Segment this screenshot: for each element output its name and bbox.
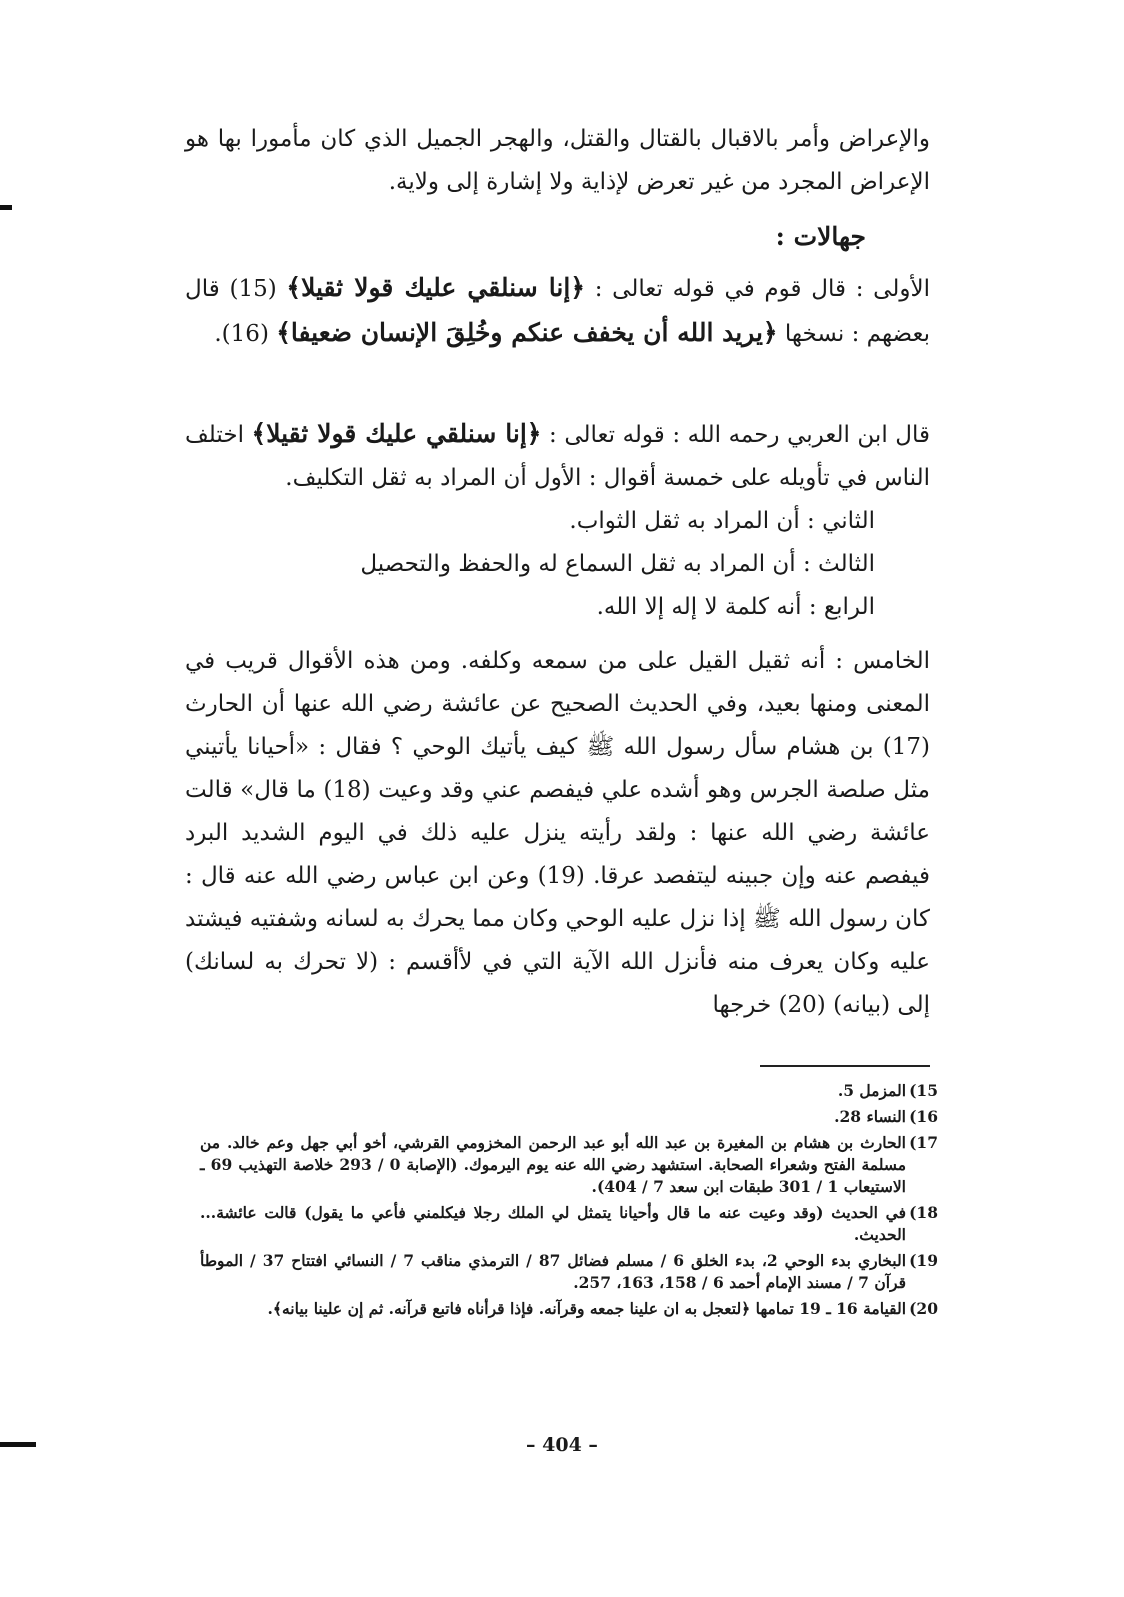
ibn-arabi-text <box>185 412 930 500</box>
ibn-arabi-lead: قال ابن العربي رحمه الله : قوله تعالى : <box>541 422 930 448</box>
intro-paragraph <box>185 118 930 204</box>
footnote-text: في الحديث (وقد وعيت عنه ما قال وأحيانا يتمثل لي الملك رجلا فيكلمني فأعي ما يقول) قالت عائشة... الحديث. <box>200 1203 906 1244</box>
footnote-number: 17) <box>909 1133 938 1152</box>
quran-verse-2: ﴿يريد الله أن يخفف عنكم وخُلِقَ الإنسان ضعيفا﴾ <box>276 318 778 347</box>
fifth-text: الخامس : أنه ثقيل القيل على من سمعه وكلفه. ومن هذه الأقوال قريب في المعنى ومنها بعيد، وفي الحديث الصحيح عن عائشة رضي الله عنها أن الحارث (17) بن هشام سأل رسول الله ﷺ كيف يأتيك الوحي ؟ فقال : «أحيانا يأتيني مثل صلصة الجرس وهو أشده علي فيفصم عني وقد وعيت (18) ما قال» قالت عائشة رضي الله عنها : ولقد رأيته ينزل عليه ذلك في اليوم الشديد البرد فيفصم عنه وإن جبينه ليتفصد عرقا. (19) وعن ابن عباس رضي الله عنه قال : كان رسول الله ﷺ إذا نزل عليه الوحي وكان مما يحرك به لسانه وشفتيه فيشتد عليه وكان يعرف منه فأنزل الله الآية التي في لأأقسم : (لا تحرك به لسانك) إلى (بيانه) (20) خرجها <box>185 648 930 1018</box>
section-heading: جهالات : <box>775 222 866 251</box>
first-ignorance-text <box>185 266 930 356</box>
footnote-text: الحارث بن هشام بن المغيرة بن عبد الله أبو عبد الرحمن المخزومي القرشي، أخو أبي جهل وعم خالد. من مسلمة الفتح وشعراء الصحابة. استشهد رضي الله عنه يوم اليرموك. (الإصابة 0 / 293 خلاصة التهذيب 69 ـ الاستيعاب 1 / 301 طبقات ابن سعد 7 / 404). <box>200 1133 906 1196</box>
intro-text: والإعراض وأمر بالاقبال بالقتال والقتل، والهجر الجميل الذي كان مأمورا بها هو الإعراض المجرد من غير تعرض لإذاية ولا إشارة إلى ولاية. <box>185 126 930 195</box>
first-ignorance-paragraph <box>185 266 930 356</box>
footnote-item <box>200 1080 938 1102</box>
quran-verse-3: ﴿إنا سنلقي عليك قولا ثقيلا﴾ <box>251 419 542 448</box>
quran-verse: ﴿إنا سنلقي عليك قولا ثقيلا﴾ <box>286 273 585 302</box>
footnote-number: 16) <box>909 1107 938 1126</box>
footnote-number: 18) <box>909 1203 938 1222</box>
scan-edge-mark <box>0 205 12 210</box>
footnote-divider <box>760 1065 930 1067</box>
saying-2: الثاني : أن المراد به ثقل الثواب. <box>569 508 875 534</box>
footnote-item <box>200 1250 938 1294</box>
saying-4: الرابع : أنه كلمة لا إله إلا الله. <box>596 594 875 620</box>
footnote-ref: (15) <box>229 276 287 302</box>
ibn-arabi-rest: اختلف الناس في تأويله على خمسة أقوال : الأول أن المراد به ثقل التكليف. <box>185 422 930 491</box>
ibn-arabi-paragraph <box>185 412 930 629</box>
footnote-item <box>200 1132 938 1198</box>
footnote-ref-2: (16). <box>214 321 277 347</box>
footnote-number: 15) <box>909 1081 938 1100</box>
page-number: – 404 – <box>526 1434 598 1456</box>
first-lead-2: قال بعضهم : نسخها <box>185 276 930 347</box>
fifth-paragraph <box>185 640 930 1027</box>
footnote-text: المزمل 5. <box>837 1081 906 1100</box>
footnote-number: 19) <box>909 1251 938 1270</box>
footnote-text: البخاري بدء الوحي 2، بدء الخلق 6 / مسلم فضائل 87 / الترمذي مناقب 7 / النسائي افتتاح 37 / الموطأ قرآن 7 / مسند الإمام أحمد 6 / 158، 163، 257. <box>200 1251 906 1292</box>
saying-3: الثالث : أن المراد به ثقل السماع له والحفظ والتحصيل <box>360 551 875 577</box>
footnote-text: النساء 28. <box>834 1107 906 1126</box>
footnote-text: القيامة 16 ـ 19 تمامها ﴿لتعجل به ان علينا جمعه وقرآنه. فإذا قرأناه فاتبع قرآنه. ثم إن علينا بيانه﴾. <box>267 1299 906 1318</box>
footnotes <box>200 1080 938 1324</box>
first-lead: الأولى : قال قوم في قوله تعالى : <box>584 276 930 302</box>
footnote-number: 20) <box>909 1299 938 1318</box>
footnote-item <box>200 1202 938 1246</box>
footnote-item <box>200 1106 938 1128</box>
footnote-item <box>200 1298 938 1320</box>
